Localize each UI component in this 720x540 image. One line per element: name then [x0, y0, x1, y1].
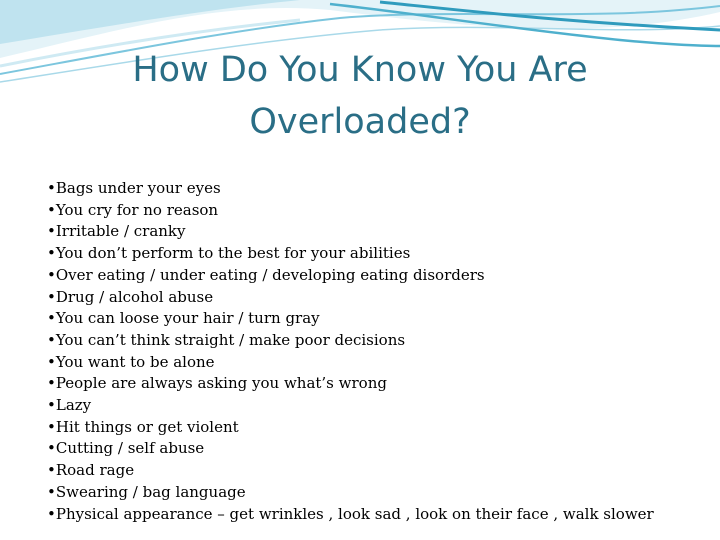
list-item-text: Drug / alcohol abuse — [55, 287, 214, 306]
list-item-text: Bags under your eyes — [55, 179, 221, 197]
list-item — [47, 178, 707, 200]
bullet-dot: • — [47, 417, 56, 436]
list-item-text: You don’t perform to the best for your abilities — [55, 244, 411, 263]
list-item-text: Irritable / cranky — [55, 222, 186, 241]
list-item — [47, 395, 707, 417]
bullet-dot: • — [47, 504, 56, 523]
list-item-text: People are always asking you what’s wrong — [55, 374, 387, 393]
list-item — [47, 482, 707, 504]
bullet-dot: • — [47, 352, 56, 371]
bullet-dot: • — [47, 200, 56, 219]
bullet-dot: • — [47, 265, 56, 284]
list-item-text: You cry for no reason — [55, 200, 219, 219]
list-item — [47, 352, 707, 374]
list-item-text: Road rage — [55, 461, 135, 480]
slide-title — [60, 44, 660, 148]
list-item-text: You can’t think straight / make poor decisions — [55, 330, 406, 349]
list-item — [47, 330, 707, 352]
list-item — [47, 373, 707, 395]
bullet-dot: • — [47, 396, 56, 415]
list-item — [47, 287, 707, 309]
list-item — [47, 221, 707, 243]
title-line-2: Overloaded? — [249, 102, 471, 142]
list-item — [47, 243, 707, 265]
list-item — [47, 265, 707, 287]
bullet-dot: • — [47, 461, 56, 480]
list-item — [47, 200, 707, 222]
list-item-text: You can loose your hair / turn gray — [55, 309, 320, 328]
bullet-dot: • — [47, 482, 56, 501]
list-item-text: Swearing / bag language — [55, 482, 246, 501]
bullet-dot: • — [47, 330, 56, 349]
bullet-dot: • — [47, 374, 56, 393]
bullet-dot: • — [47, 287, 56, 306]
list-item-text: Physical appearance – get wrinkles , look sad , look on their face , walk slower — [55, 504, 654, 523]
list-item — [47, 417, 707, 439]
list-item — [47, 438, 707, 460]
list-item — [47, 460, 707, 482]
bullet-dot: • — [47, 179, 56, 197]
list-item-text: Cutting / self abuse — [55, 439, 205, 458]
list-item-text: Hit things or get violent — [55, 417, 239, 436]
bullet-dot: • — [47, 244, 56, 263]
list-item-text: Over eating / under eating / developing eating disorders — [55, 265, 485, 284]
bullet-dot: • — [47, 439, 56, 458]
bullet-dot: • — [47, 309, 56, 328]
list-item — [47, 308, 707, 330]
bullet-list — [47, 178, 707, 525]
list-item-text: You want to be alone — [55, 352, 215, 371]
bullet-dot: • — [47, 222, 56, 241]
list-item-text: Lazy — [55, 396, 92, 415]
title-line-1: How Do You Know You Are — [132, 50, 588, 90]
list-item — [47, 504, 707, 526]
